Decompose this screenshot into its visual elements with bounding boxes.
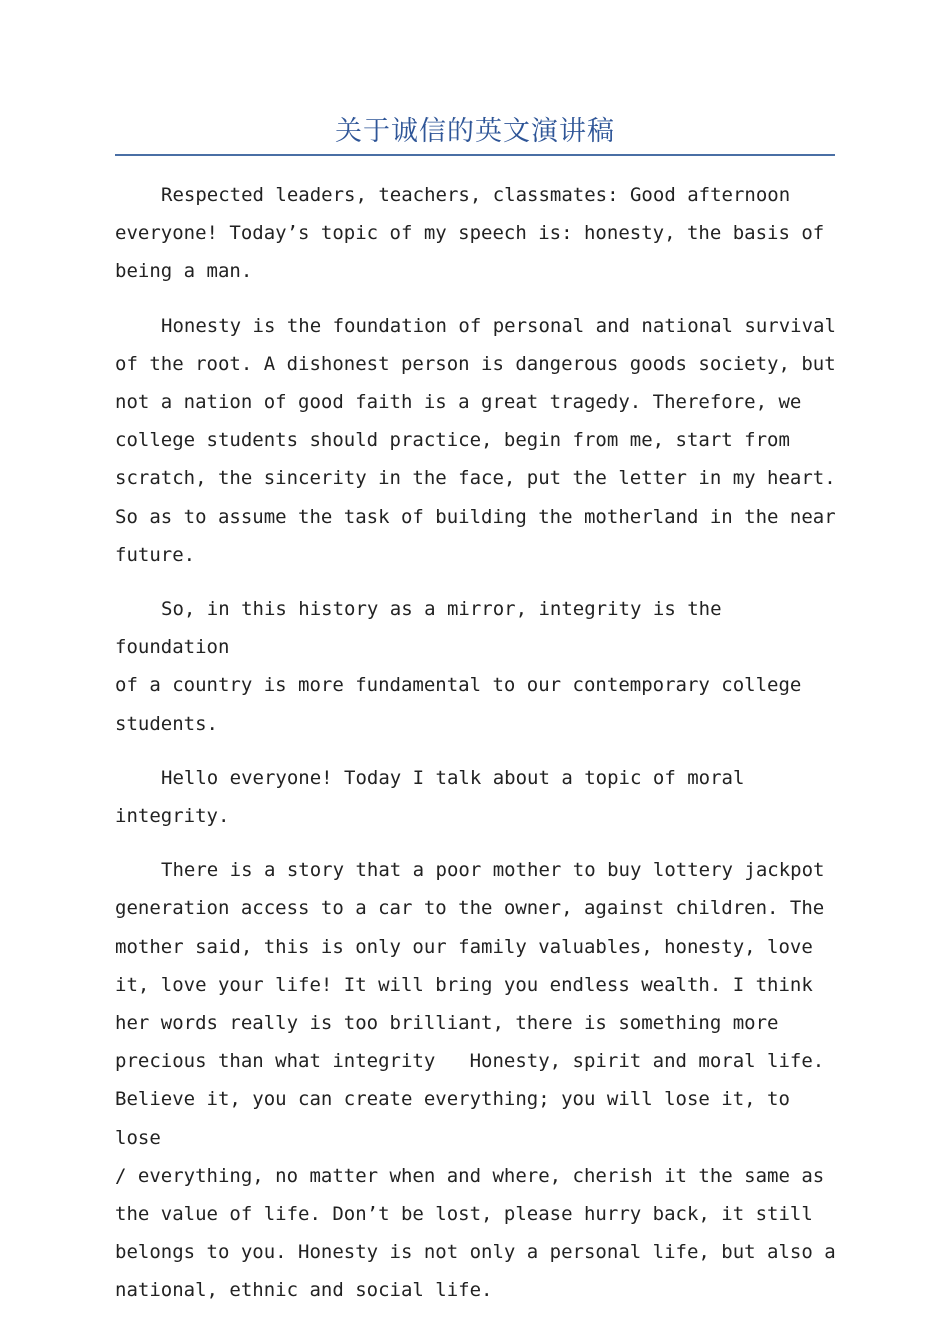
text-line: generation access to a car to the owner, against children. The — [115, 897, 825, 920]
text-line: precious than what integrity Honesty, spirit and moral life. — [115, 1050, 825, 1073]
text-line: mother said, this is only our family valuables, honesty, love — [115, 935, 813, 958]
paragraph-4 — [115, 759, 840, 835]
text-line: her words really is too brilliant, there is something more — [115, 1012, 779, 1035]
text-line: not a nation of good faith is a great tragedy. Therefore, we — [115, 391, 802, 414]
text-line: scratch, the sincerity in the face, put the letter in my heart. — [115, 467, 836, 490]
text-line: Hello everyone! Today I talk about a topic of moral — [161, 766, 745, 789]
text-line: / everything, no matter when and where, cherish it the same as — [115, 1164, 825, 1187]
paragraph-2 — [115, 307, 840, 574]
title-bar — [115, 112, 835, 156]
document-body — [115, 176, 840, 1326]
text-line: belongs to you. Honesty is not only a personal life, but also a — [115, 1241, 836, 1264]
text-line: students. — [115, 712, 218, 735]
text-line: of a country is more fundamental to our contemporary college — [115, 674, 802, 697]
text-line: everyone! Today’s topic of my speech is: honesty, the basis of — [115, 222, 825, 245]
document-title: 关于诚信的英文演讲稿 — [335, 116, 615, 147]
text-line: of the root. A dishonest person is dangerous goods society, but — [115, 352, 836, 375]
text-line: Respected leaders, teachers, classmates: Good afternoon — [161, 184, 791, 206]
text-line: college students should practice, begin from me, start from — [115, 429, 790, 452]
text-line: national, ethnic and social life. — [115, 1279, 493, 1302]
text-line: Honesty is the foundation of personal and national survival — [161, 314, 836, 337]
text-line: integrity. — [115, 805, 230, 828]
text-line: There is a story that a poor mother to buy lottery jackpot — [161, 859, 825, 882]
paragraph-3 — [115, 590, 840, 743]
text-line: being a man. — [115, 260, 253, 283]
paragraph-1 — [115, 176, 840, 291]
text-line: So, in this history as a mirror, integrity is the foundation — [115, 598, 733, 659]
paragraph-5 — [115, 851, 840, 1309]
text-line: So as to assume the task of building the motherland in the near — [115, 505, 836, 528]
text-line: Believe it, you can create everything; you will lose it, to lose — [115, 1088, 802, 1149]
text-line: it, love your life! It will bring you endless wealth. I think — [115, 973, 813, 996]
text-line: future. — [115, 543, 196, 566]
text-line: the value of life. Don’t be lost, please hurry back, it still — [115, 1203, 813, 1226]
